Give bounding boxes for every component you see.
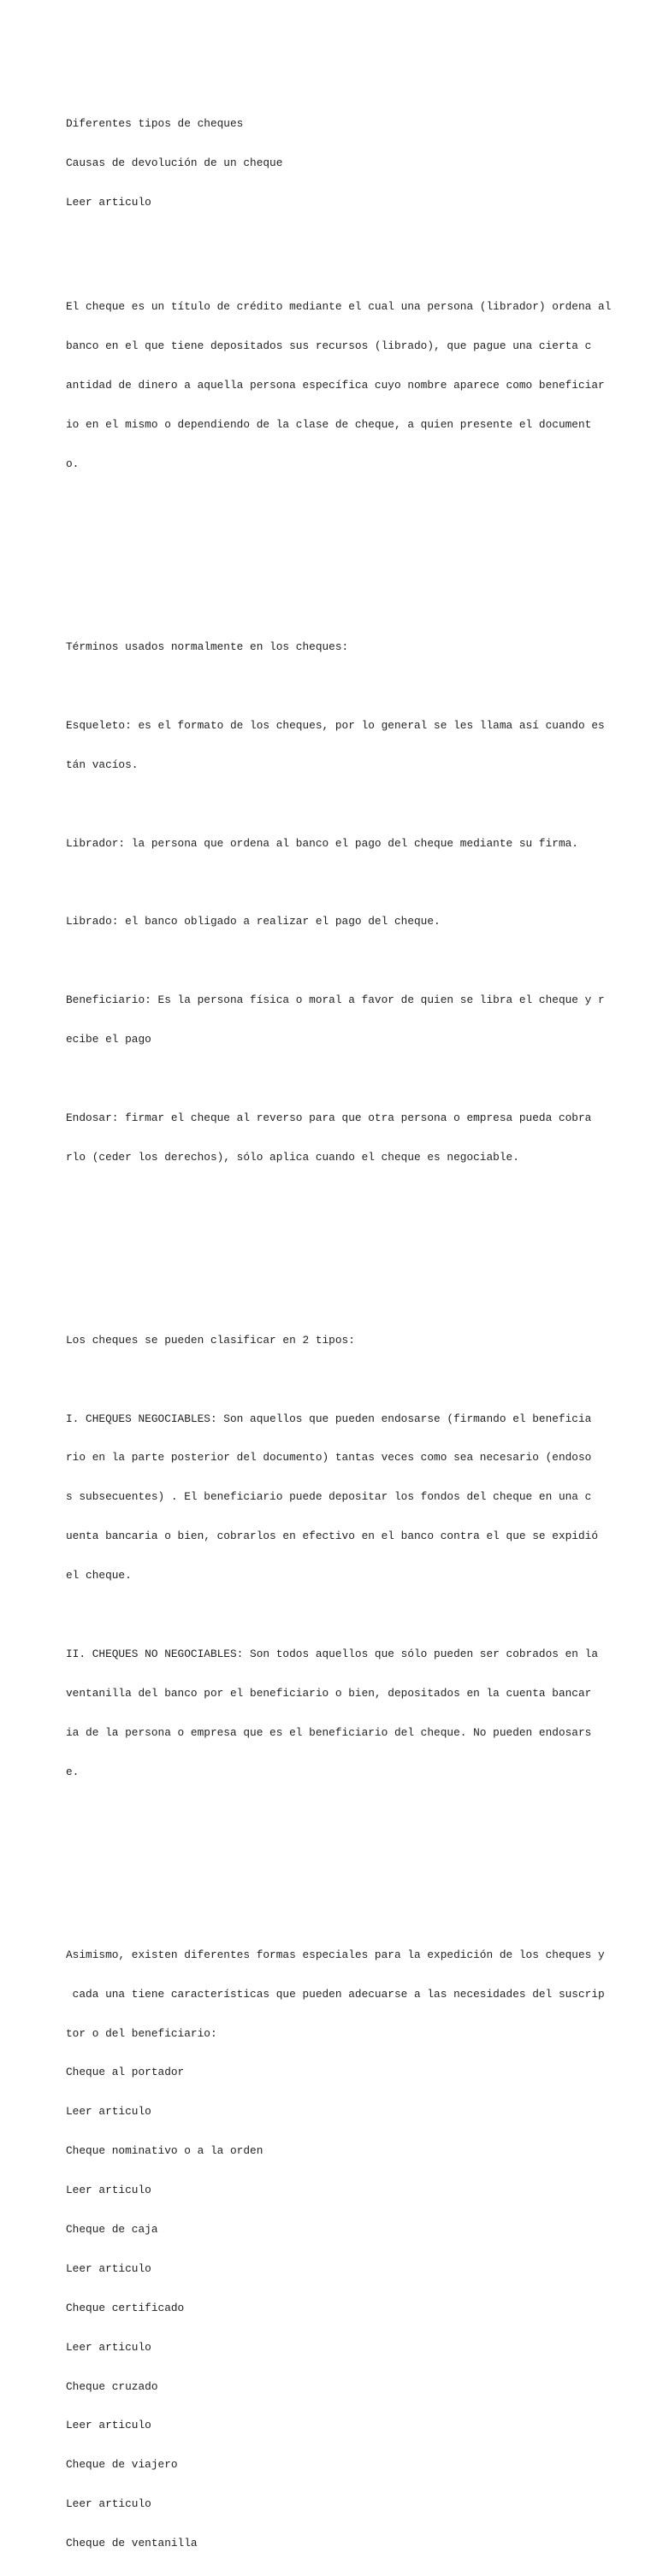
- cheques-no-negociables: ia de la persona o empresa que es el beneficiario del cheque. No pueden endosars: [66, 1725, 592, 1739]
- blank-line: [66, 1229, 648, 1241]
- term-esqueleto: tán vacíos.: [66, 757, 139, 771]
- link-cheque-de-viajero[interactable]: Cheque de viajero: [66, 2458, 178, 2472]
- blank-line: [66, 235, 648, 248]
- blank-line: [66, 575, 648, 588]
- blank-line: [66, 1268, 648, 1281]
- types-heading: Los cheques se pueden clasificar en 2 tipos:: [66, 1333, 355, 1347]
- cheques-negociables: rio en la parte posterior del documento) tantas veces como sea necesario (endoso: [66, 1451, 592, 1465]
- special-intro: cada una tiene características que pueden adecuarse a las necesidades del suscrip: [66, 1987, 605, 2001]
- blank-line: [66, 680, 648, 693]
- blank-line: [66, 1804, 648, 1817]
- special-intro: Asimismo, existen diferentes formas especiales para la expedición de los cheques y: [66, 1948, 605, 1961]
- blank-line: [66, 1072, 648, 1085]
- link-leer-articulo[interactable]: Leer articulo: [66, 195, 151, 209]
- blank-line: [66, 798, 648, 811]
- blank-line: [66, 1373, 648, 1386]
- blank-line: [66, 1883, 648, 1895]
- cheques-no-negociables: II. CHEQUES NO NEGOCIABLES: Son todos aquellos que sólo pueden ser cobrados en la: [66, 1647, 599, 1660]
- blank-line: [66, 1190, 648, 1203]
- cheques-no-negociables: e.: [66, 1765, 80, 1778]
- blank-line: [66, 954, 648, 967]
- term-beneficiario: Beneficiario: Es la persona física o moral a favor de quien se libra el cheque y r: [66, 993, 605, 1007]
- link-cheque-al-portador[interactable]: Cheque al portador: [66, 2066, 185, 2079]
- link-cheque-certificado[interactable]: Cheque certificado: [66, 2301, 185, 2314]
- term-librado: Librado: el banco obligado a realizar el pago del cheque.: [66, 915, 441, 928]
- link-cheque-de-caja[interactable]: Cheque de caja: [66, 2222, 158, 2236]
- blank-line: [66, 1608, 648, 1621]
- link-cheque-de-ventanilla[interactable]: Cheque de ventanilla: [66, 2537, 198, 2550]
- link-leer-articulo[interactable]: Leer articulo: [66, 2184, 151, 2197]
- special-intro: tor o del beneficiario:: [66, 2026, 217, 2040]
- cheques-negociables: I. CHEQUES NEGOCIABLES: Son aquellos que pueden endosarse (firmando el beneficia: [66, 1412, 592, 1425]
- link-cheque-cruzado[interactable]: Cheque cruzado: [66, 2379, 158, 2393]
- cheques-no-negociables: ventanilla del banco por el beneficiario o bien, depositados en la cuenta bancar: [66, 1686, 592, 1700]
- link-cheque-nominativo[interactable]: Cheque nominativo o a la orden: [66, 2144, 263, 2158]
- blank-line: [66, 497, 648, 510]
- cheques-negociables: s subsecuentes) . El beneficiario puede depositar los fondos del cheque en una c: [66, 1490, 592, 1504]
- intro-paragraph-line: antidad de dinero a aquella persona específica cuyo nombre aparece como beneficiar: [66, 379, 605, 392]
- terms-heading: Términos usados normalmente en los cheques:: [66, 640, 349, 654]
- term-endosar: rlo (ceder los derechos), sólo aplica cuando el cheque es negociable.: [66, 1150, 519, 1164]
- intro-paragraph-line: io en el mismo o dependiendo de la clase de cheque, a quien presente el document: [66, 418, 592, 432]
- term-endosar: Endosar: firmar el cheque al reverso para que otra persona o empresa pueda cobra: [66, 1111, 592, 1124]
- term-librador: Librador: la persona que ordena al banco el pago del cheque mediante su firma.: [66, 836, 578, 850]
- blank-line: [66, 1843, 648, 1856]
- blank-line: [66, 875, 648, 888]
- link-diferentes-tipos[interactable]: Diferentes tipos de cheques: [66, 117, 244, 131]
- intro-paragraph-line: o.: [66, 457, 80, 470]
- link-leer-articulo[interactable]: Leer articulo: [66, 2419, 151, 2432]
- link-leer-articulo[interactable]: Leer articulo: [66, 2497, 151, 2511]
- blank-line: [66, 536, 648, 549]
- intro-paragraph-line: banco en el que tiene depositados sus recursos (librado), que pague una cierta c: [66, 339, 592, 353]
- cheques-negociables: el cheque.: [66, 1569, 132, 1583]
- link-leer-articulo[interactable]: Leer articulo: [66, 2105, 151, 2119]
- cheques-negociables: uenta bancaria o bien, cobrarlos en efectivo en el banco contra el que se expidió: [66, 1530, 599, 1543]
- term-beneficiario: ecibe el pago: [66, 1032, 151, 1046]
- link-leer-articulo[interactable]: Leer articulo: [66, 2261, 151, 2275]
- document-page: [66, 65, 648, 2576]
- intro-paragraph-line: El cheque es un título de crédito mediante el cual una persona (librador) ordena al: [66, 300, 612, 314]
- link-leer-articulo[interactable]: Leer articulo: [66, 2340, 151, 2354]
- link-causas-devolucion[interactable]: Causas de devolución de un cheque: [66, 156, 283, 170]
- term-esqueleto: Esqueleto: es el formato de los cheques, por lo general se les llama así cuando es: [66, 718, 605, 732]
